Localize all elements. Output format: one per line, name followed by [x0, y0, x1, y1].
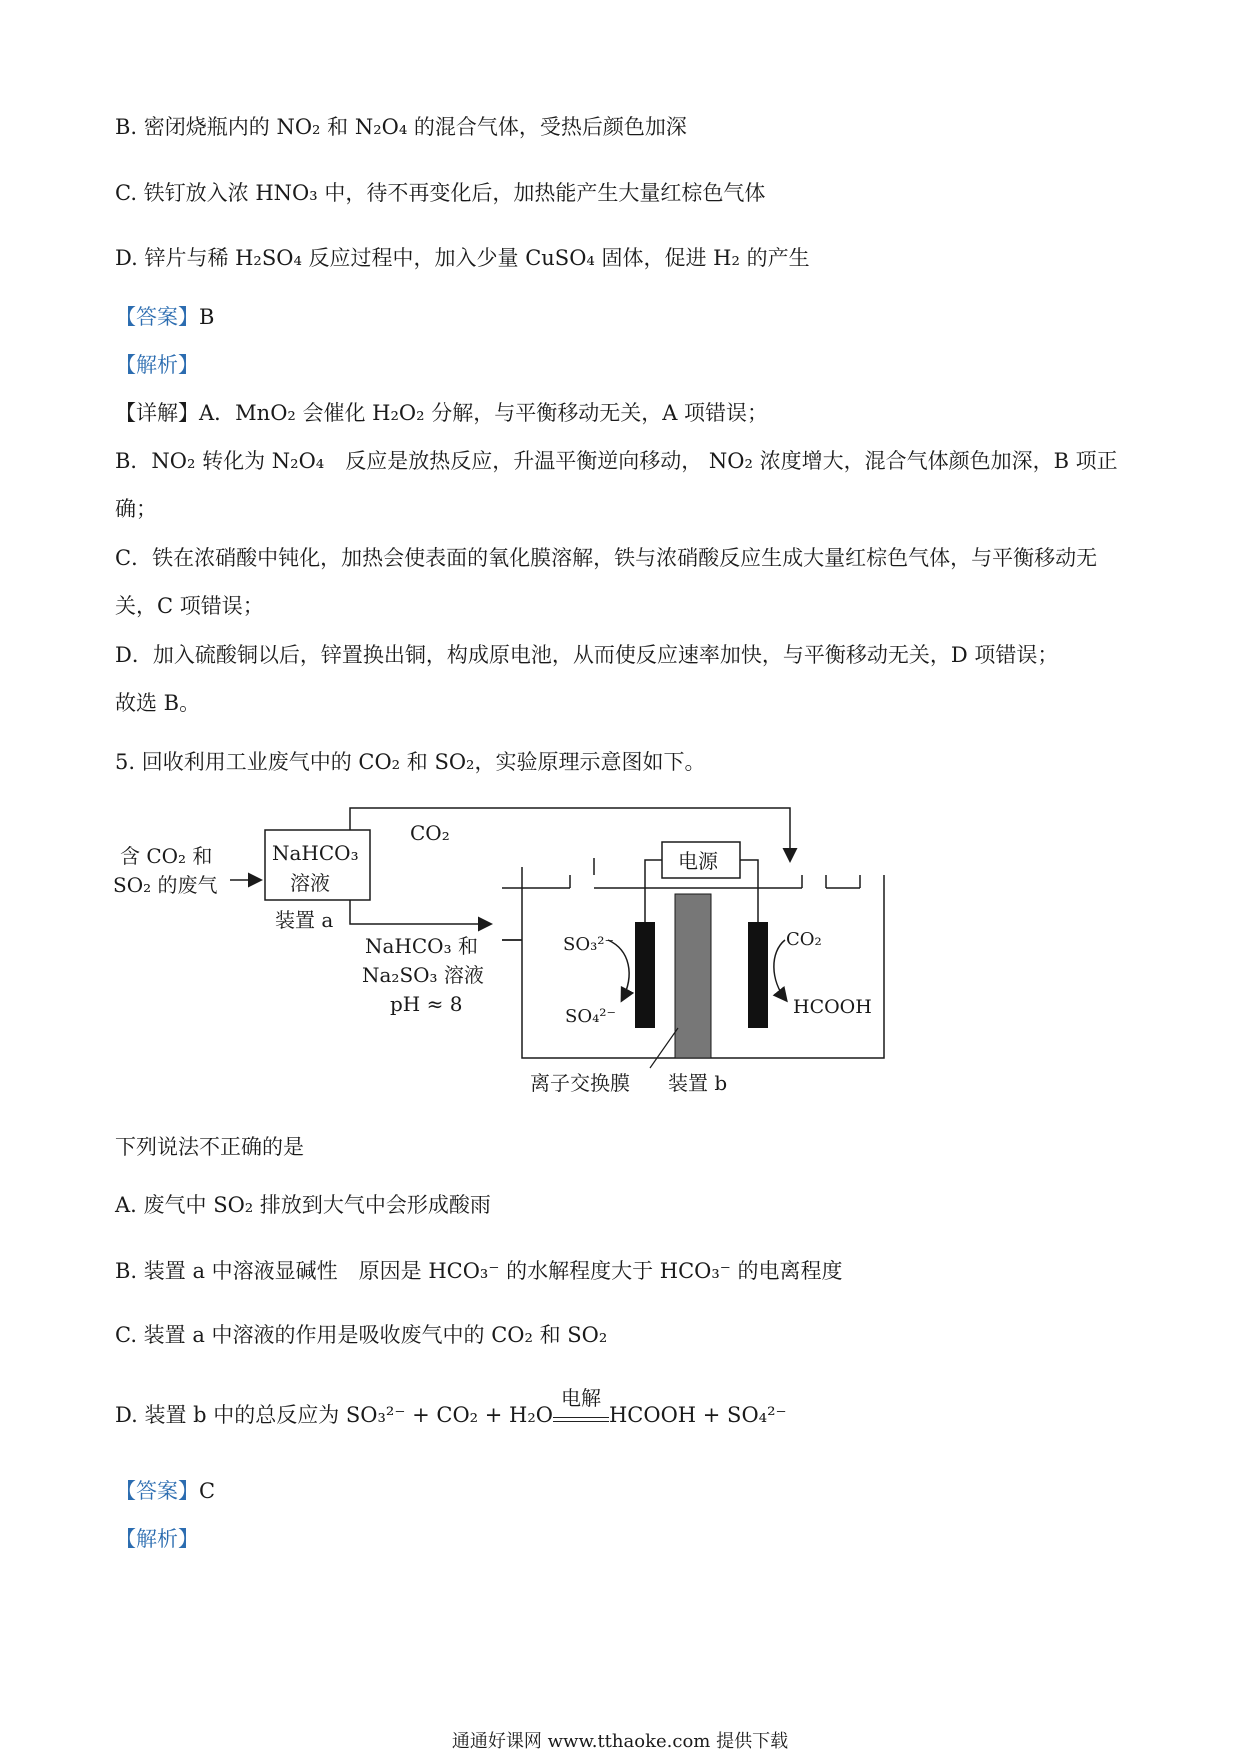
- q5-option-d: [115, 1386, 787, 1430]
- q4-conclusion: 故选 B。: [115, 691, 201, 715]
- page-footer: 通通好课网 www.tthaoke.com 提供下载: [451, 1731, 789, 1752]
- tank-inlet-top: [502, 867, 522, 888]
- q5-prompt: 下列说法不正确的是: [115, 1135, 304, 1159]
- q4-detail-b-1: B．NO₂ 转化为 N₂O₄ 反应是放热反应，升温平衡逆向移动， NO₂ 浓度增大，混合气体颜色加深，B 项正: [115, 449, 1118, 473]
- q5-analysis-tag: [115, 1524, 199, 1554]
- q4-detail-a: [115, 398, 768, 428]
- q4-option-c: C. 铁钉放入浓 HNO₃ 中，待不再变化后，加热能产生大量红棕色气体: [115, 181, 766, 205]
- q5-option-b: B. 装置 a 中溶液显碱性 原因是 HCO₃⁻ 的水解程度大于 HCO₃⁻ 的电离程度: [115, 1259, 843, 1283]
- box-a-label-1: NaHCO₃: [272, 841, 359, 865]
- q4-detail-b-2: 确；: [115, 497, 157, 521]
- q4-answer: [115, 302, 214, 332]
- cathode-electrode: [748, 922, 768, 1028]
- answer-value: C: [199, 1479, 216, 1503]
- left-product: SO₄²⁻: [565, 1006, 617, 1027]
- membrane-pointer: [650, 1028, 678, 1068]
- anode-electrode: [635, 922, 655, 1028]
- membrane-label: 离子交换膜: [530, 1071, 630, 1095]
- power-source-label: 电源: [678, 849, 718, 873]
- answer-tag: 【答案】: [115, 1479, 199, 1503]
- q5-apparatus-diagram: [110, 800, 910, 1110]
- solution-label-3: pH ≈ 8: [390, 992, 463, 1016]
- q4-option-b: B. 密闭烧瓶内的 NO₂ 和 N₂O₄ 的混合气体，受热后颜色加深: [115, 115, 687, 139]
- box-a-label-2: 溶液: [290, 871, 330, 895]
- option-d-suffix: HCOOH + SO₄²⁻: [608, 1403, 787, 1427]
- analysis-tag: 【解析】: [115, 353, 199, 377]
- left-reactant: SO₃²⁻: [563, 934, 615, 955]
- option-d-prefix: D. 装置 b 中的总反应为 SO₃²⁻ + CO₂ + H₂O: [115, 1403, 553, 1427]
- q4-detail-c-2: 关，C 项错误；: [115, 594, 264, 618]
- top-gas-label: CO₂: [410, 821, 450, 845]
- electrolysis-equals: [553, 1386, 609, 1422]
- wire-left: [645, 860, 662, 925]
- right-reactant: CO₂: [786, 929, 822, 950]
- detail-tag: 【详解】: [115, 401, 199, 425]
- q5-stem: 5. 回收利用工业废气中的 CO₂ 和 SO₂，实验原理示意图如下。: [115, 750, 706, 774]
- q5-answer: [115, 1476, 215, 1506]
- detail-a-text: A．MnO₂ 会催化 H₂O₂ 分解，与平衡移动无关，A 项错误；: [199, 401, 769, 425]
- q5-option-c: C. 装置 a 中溶液的作用是吸收废气中的 CO₂ 和 SO₂: [115, 1323, 608, 1347]
- answer-tag: 【答案】: [115, 305, 199, 329]
- inlet-label-1: 含 CO₂ 和: [120, 844, 213, 868]
- inlet-label-2: SO₂ 的废气: [113, 873, 218, 897]
- analysis-tag: 【解析】: [115, 1527, 199, 1551]
- solution-transfer-arrow: [350, 900, 490, 924]
- device-b-label: 装置 b: [668, 1071, 728, 1095]
- device-a-label: 装置 a: [275, 908, 334, 932]
- electrolysis-condition: 电解: [560, 1386, 601, 1410]
- q5-option-a: A. 废气中 SO₂ 排放到大气中会形成酸雨: [115, 1193, 491, 1217]
- q4-analysis-tag: [115, 350, 199, 380]
- q4-detail-d: D．加入硫酸铜以后，锌置换出铜，构成原电池，从而使反应速率加快，与平衡移动无关，D 项错误；: [115, 643, 1059, 667]
- wire-right: [740, 860, 758, 925]
- right-product: HCOOH: [793, 996, 872, 1018]
- solution-label-2: Na₂SO₃ 溶液: [362, 963, 484, 987]
- ion-exchange-membrane: [675, 894, 711, 1058]
- right-reaction-arrow: [774, 940, 786, 1000]
- solution-label-1: NaHCO₃ 和: [365, 934, 478, 958]
- q4-detail-c-1: C．铁在浓硝酸中钝化，加热会使表面的氧化膜溶解，铁与浓硝酸反应生成大量红棕色气体，与平衡移动无: [115, 546, 1098, 570]
- q4-option-d: D. 锌片与稀 H₂SO₄ 反应过程中，加入少量 CuSO₄ 固体，促进 H₂ 的产生: [115, 246, 810, 270]
- answer-value: B: [199, 305, 215, 329]
